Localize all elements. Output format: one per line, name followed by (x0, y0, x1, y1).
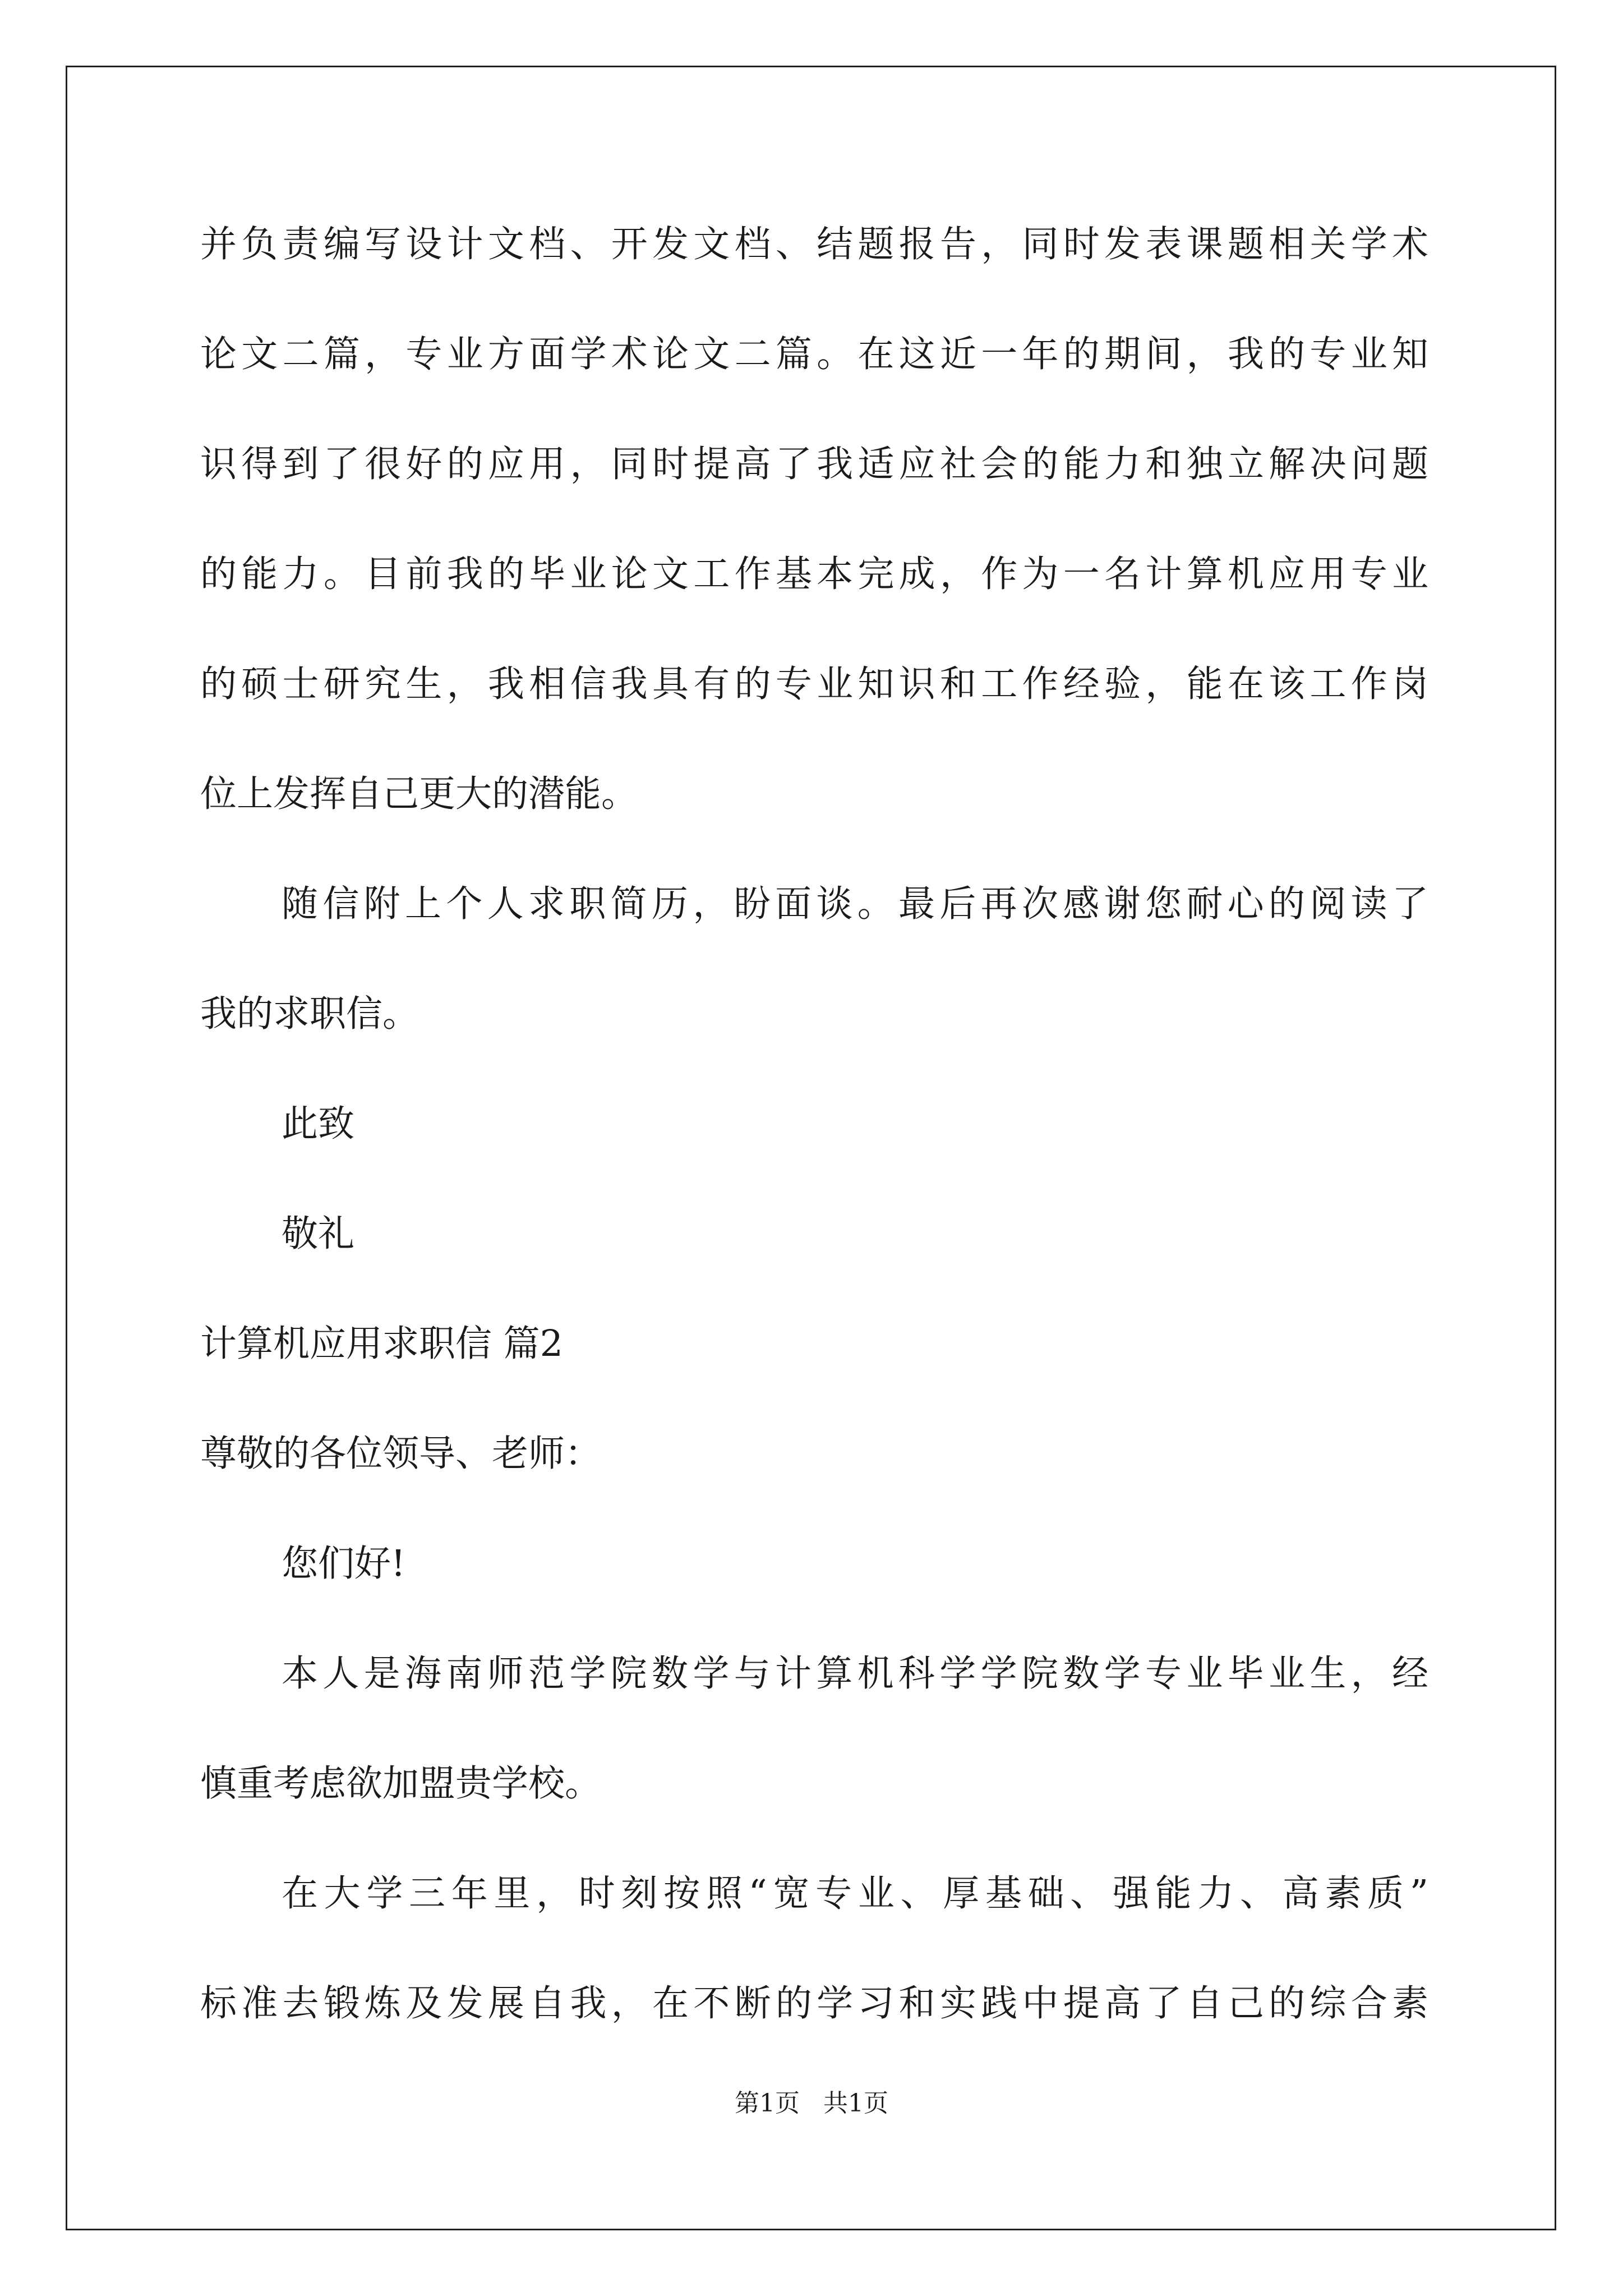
document-body (200, 190, 1428, 2059)
text-line: 位上发挥自己更大的潜能。 (200, 773, 638, 815)
page-number-footer: 第1页 共1页 (735, 2089, 888, 2118)
text-line: 论文二篇，专业方面学术论文二篇。在这近一年的期间，我的专业知 (200, 333, 1428, 375)
text-line: 的能力。目前我的毕业论文工作基本完成，作为一名计算机应用专业 (200, 553, 1428, 595)
text-line: 的硕士研究生，我相信我具有的专业知识和工作经验，能在该工作岗 (200, 663, 1428, 705)
closing-regards: 敬礼 (282, 1213, 355, 1255)
text-line: 在大学三年里，时刻按照“宽专业、厚基础、强能力、高素质” (282, 1872, 1428, 1915)
closing-salutation: 此致 (282, 1103, 355, 1145)
text-line: 随信附上个人求职简历，盼面谈。最后再次感谢您耐心的阅读了 (282, 883, 1428, 925)
text-line: 本人是海南师范学院数学与计算机科学学院数学专业毕业生，经 (282, 1653, 1428, 1695)
greeting: 尊敬的各位领导、老师： (200, 1433, 602, 1475)
greeting-hello: 您们好! (282, 1543, 406, 1585)
text-line: 标准去锻炼及发展自我，在不断的学习和实践中提高了自己的综合素 (200, 1982, 1428, 2024)
text-line: 并负责编写设计文档、开发文档、结题报告，同时发表课题相关学术 (200, 223, 1428, 265)
section-heading: 计算机应用求职信 篇2 (200, 1323, 564, 1365)
text-line: 慎重考虑欲加盟贵学校。 (200, 1763, 602, 1805)
text-line: 我的求职信。 (200, 993, 419, 1035)
text-line: 识得到了很好的应用，同时提高了我适应社会的能力和独立解决问题 (200, 443, 1428, 485)
